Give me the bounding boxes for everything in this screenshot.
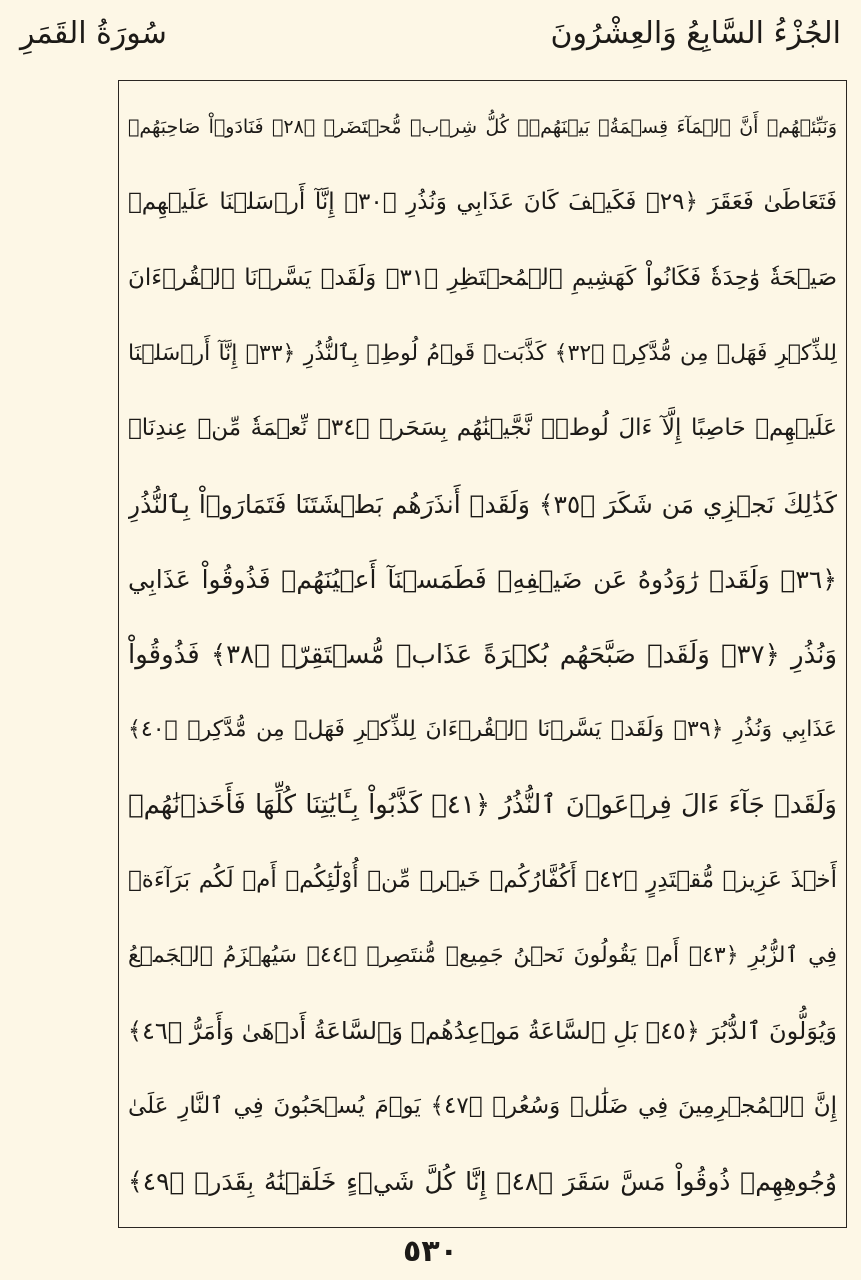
verse-line-4: لِلذِّكۡرِ فَهَلۡ مِن مُّدَّكِرٖ ﴿٣٢﴾ كَذَّبَتۡ قَوۡمُ لُوطِۭ بِٱلنُّذُرِ ﴿٣٣﴾ إِنَّآ أَرۡسَلۡنَا bbox=[128, 340, 837, 366]
page-header bbox=[20, 12, 841, 72]
verse-line-10: وَلَقَدۡ جَآءَ ءَالَ فِرۡعَوۡنَ ٱلنُّذُرُ ﴿٤١﴾ كَذَّبُواْ بِـَٔايَٰتِنَا كُلِّهَا فَأَخَذۡنَٰهُمۡ bbox=[128, 790, 837, 821]
verse-line-11: أَخۡذَ عَزِيزٖ مُّقۡتَدِرٍ ﴿٤٢﴾ أَكُفَّارُكُمۡ خَيۡرٞ مِّنۡ أُوْلَٰٓئِكُمۡ أَمۡ لَكُم بَرَآءَةٞ bbox=[128, 867, 837, 894]
juz-title: الجُزْءُ السَّابِعُ وَالعِشْرُونَ bbox=[550, 16, 841, 51]
verse-line-13: وَيُوَلُّونَ ٱلدُّبُرَ ﴿٤٥﴾ بَلِ ٱلسَّاعَةُ مَوۡعِدُهُمۡ وَٱلسَّاعَةُ أَدۡهَىٰ وَأَمَرُّ ﴿٤٦﴾ bbox=[128, 1017, 837, 1046]
verse-line-15: وُجُوهِهِمۡ ذُوقُواْ مَسَّ سَقَرَ ﴿٤٨﴾ إِنَّا كُلَّ شَيۡءٍ خَلَقۡنَٰهُ بِقَدَرٖ ﴿٤٩﴾ bbox=[128, 1167, 837, 1197]
verse-line-8: وَنُذُرِ ﴿٣٧﴾ وَلَقَدۡ صَبَّحَهُم بُكۡرَةً عَذَابٞ مُّسۡتَقِرّٞ ﴿٣٨﴾ فَذُوقُواْ bbox=[128, 639, 837, 670]
verse-line-5: عَلَيۡهِمۡ حَاصِبًا إِلَّآ ءَالَ لُوطٖۖ نَّجَّيۡنَٰهُم بِسَحَرٖ ﴿٣٤﴾ نِّعۡمَةٗ مِّنۡ عِندِنَاۚ bbox=[128, 415, 837, 442]
verse-line-14: إِنَّ ٱلۡمُجۡرِمِينَ فِي ضَلَٰلٖ وَسُعُرٖ ﴿٤٧﴾ يَوۡمَ يُسۡحَبُونَ فِي ٱلنَّارِ عَلَىٰ bbox=[128, 1093, 837, 1119]
verse-lines bbox=[128, 90, 837, 1220]
verse-line-2: فَتَعَاطَىٰ فَعَقَرَ ﴿٢٩﴾ فَكَيۡفَ كَانَ عَذَابِي وَنُذُرِ ﴿٣٠﴾ إِنَّآ أَرۡسَلۡنَا عَلَيۡهِمۡ bbox=[128, 189, 837, 216]
page-number: ٥٣٠ bbox=[403, 1234, 458, 1269]
verse-line-9: عَذَابِي وَنُذُرِ ﴿٣٩﴾ وَلَقَدۡ يَسَّرۡنَا ٱلۡقُرۡءَانَ لِلذِّكۡرِ فَهَلۡ مِن مُّدَّكِرٖ ﴿٤٠﴾ bbox=[128, 717, 837, 743]
verse-line-6: كَذَٰلِكَ نَجۡزِي مَن شَكَرَ ﴿٣٥﴾ وَلَقَدۡ أَنذَرَهُم بَطۡشَتَنَا فَتَمَارَوۡاْ بِٱلنُّذُرِ bbox=[128, 489, 837, 519]
verse-line-3: صَيۡحَةٗ وَٰحِدَةٗ فَكَانُواْ كَهَشِيمِ ٱلۡمُحۡتَظِرِ ﴿٣١﴾ وَلَقَدۡ يَسَّرۡنَا ٱلۡقُرۡءَانَ bbox=[128, 264, 837, 291]
surah-title: سُورَةُ القَمَرِ bbox=[20, 16, 167, 51]
verse-line-1: وَنَبِّئۡهُمۡ أَنَّ ٱلۡمَآءَ قِسۡمَةُۢ بَيۡنَهُمۡۖ كُلُّ شِرۡبٖ مُّحۡتَضَرٞ ﴿٢٨﴾ فَنَادَوۡاْ صَاحِبَهُمۡ bbox=[128, 116, 837, 139]
verse-line-7: ﴿٣٦﴾ وَلَقَدۡ رَٰوَدُوهُ عَن ضَيۡفِهِۦ فَطَمَسۡنَآ أَعۡيُنَهُمۡ فَذُوقُواْ عَذَابِي bbox=[128, 564, 837, 594]
verse-line-12: فِي ٱلزُّبُرِ ﴿٤٣﴾ أَمۡ يَقُولُونَ نَحۡنُ جَمِيعٞ مُّنتَصِرٞ ﴿٤٤﴾ سَيُهۡزَمُ ٱلۡجَمۡعُ bbox=[128, 942, 837, 968]
